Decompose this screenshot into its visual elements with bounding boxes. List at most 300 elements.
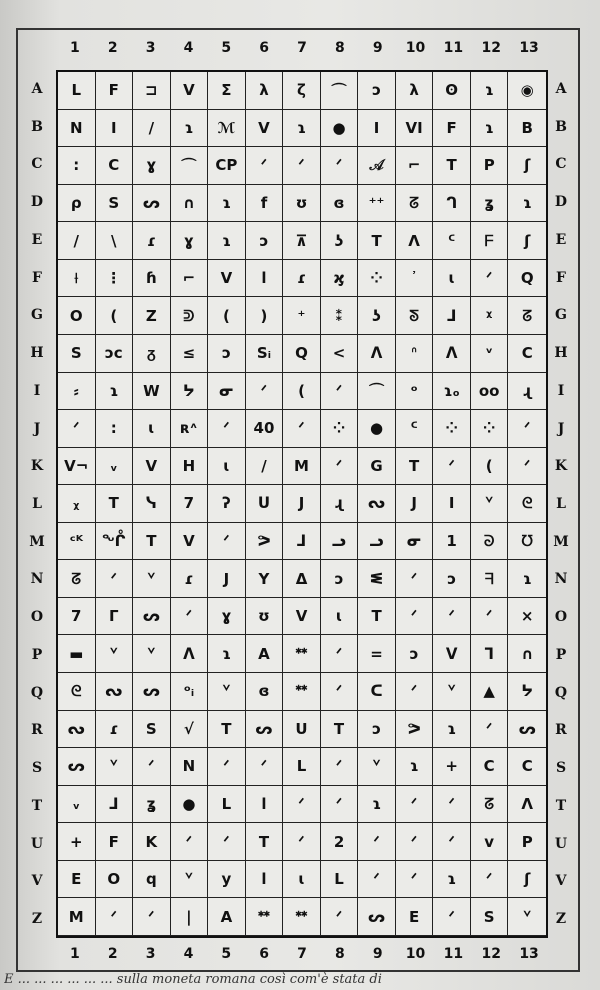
symbol-cell: ⌐ — [396, 147, 434, 185]
symbol-cell: J — [208, 560, 246, 598]
symbol-cell: ɿ — [208, 222, 246, 260]
symbol-cell: 1 — [433, 523, 471, 561]
symbol-cell: CP — [208, 147, 246, 185]
column-number: 1 — [70, 946, 80, 962]
symbol-cell: + — [58, 823, 96, 861]
row-letter: E — [555, 231, 567, 248]
symbol-cell: ᵒᵢ — [171, 673, 209, 711]
row-letter: V — [31, 873, 43, 890]
column-number: 2 — [107, 40, 118, 56]
symbol-cell: = — [358, 635, 396, 673]
symbol-cell: S — [471, 898, 509, 936]
column-number: 11 — [443, 946, 464, 962]
row-letter: T — [31, 797, 43, 814]
symbol-cell: ʀᶺ — [171, 410, 209, 448]
symbol-cell: L — [58, 72, 96, 110]
symbol-cell: ɔ — [208, 335, 246, 373]
symbol-cell: ᘁ — [358, 748, 396, 786]
symbol-cell: oo — [471, 373, 509, 411]
symbol-cell: V¬ — [58, 448, 96, 486]
symbol-cell: G — [358, 448, 396, 486]
row-letter: O — [30, 609, 44, 626]
symbol-cell: ᖴ — [471, 222, 509, 260]
symbol-cell: ᐟ — [396, 560, 434, 598]
symbol-cell: / — [58, 222, 96, 260]
symbol-cell: ɿ — [508, 560, 546, 598]
symbol-cell: ᘐ — [471, 523, 509, 561]
symbol-cell: ʃ — [508, 861, 546, 899]
symbol-cell: Y — [246, 560, 284, 598]
symbol-cell: ( — [471, 448, 509, 486]
symbol-cell: ᐟ — [396, 673, 434, 711]
symbol-cell: Q — [283, 335, 321, 373]
symbol-cell: ᐟ — [283, 786, 321, 824]
symbol-cell: ɔ — [358, 72, 396, 110]
symbol-cell: ʓ — [471, 185, 509, 223]
symbol-cell: ʔ — [208, 485, 246, 523]
symbol-cell: ᐟ — [283, 410, 321, 448]
symbol-cell: C — [508, 748, 546, 786]
symbol-cell: ᘁ — [96, 748, 134, 786]
symbol-cell: / — [133, 110, 171, 148]
row-letter: H — [30, 345, 44, 362]
symbol-cell: ⁑ — [321, 297, 359, 335]
symbol-cell: T — [321, 711, 359, 749]
row-letter: A — [555, 80, 567, 97]
symbol-cell: ᘁ — [508, 898, 546, 936]
symbol-cell: ᔕ — [358, 898, 396, 936]
symbol-cell: F — [96, 72, 134, 110]
symbol-cell: ᐟ — [471, 260, 509, 298]
symbol-cell: ɩ — [208, 448, 246, 486]
page-caption: E ... ... ... ... ... ... sulla moneta romana così com'è stata di — [4, 972, 382, 987]
symbol-cell: V — [171, 523, 209, 561]
symbol-cell: ᐱ — [171, 635, 209, 673]
symbol-cell: ɩ — [133, 410, 171, 448]
symbol-cell: : — [96, 410, 134, 448]
symbol-cell: H — [171, 448, 209, 486]
symbol-cell: ( — [96, 297, 134, 335]
symbol-cell: ⌒ — [171, 147, 209, 185]
symbol-cell: ᘁ — [433, 673, 471, 711]
row-letter: H — [554, 345, 568, 362]
symbol-cell: l — [246, 260, 284, 298]
row-letter: C — [555, 156, 567, 173]
symbol-cell: P — [471, 147, 509, 185]
symbol-cell: ᵒ — [396, 373, 434, 411]
symbol-cell: × — [508, 598, 546, 636]
symbol-cell: ᓗ — [321, 523, 359, 561]
symbol-cell: ᕗ — [396, 711, 434, 749]
symbol-cell: ᕯ — [283, 898, 321, 936]
symbol-cell: ɣ — [171, 222, 209, 260]
row-letter: L — [556, 495, 566, 512]
symbol-cell: ◉ — [508, 72, 546, 110]
symbol-cell: ɾ — [133, 222, 171, 260]
symbol-cell: 40 — [246, 410, 284, 448]
symbol-cell: ɿ — [283, 110, 321, 148]
symbol-cell: ᐟ — [321, 898, 359, 936]
row-letter: Q — [554, 684, 568, 701]
symbol-cell: ᐟ — [321, 748, 359, 786]
symbol-cell: L — [283, 748, 321, 786]
symbol-cell: ᐟ — [171, 823, 209, 861]
symbol-cell: ᔭ — [508, 673, 546, 711]
symbol-cell: ɣ — [208, 598, 246, 636]
symbol-cell: ᒣ — [471, 635, 509, 673]
symbol-cell: ᐟ — [396, 598, 434, 636]
symbol-cell: ᐟ — [133, 748, 171, 786]
symbol-cell: ᐟ — [321, 373, 359, 411]
column-number: 9 — [372, 40, 383, 56]
symbol-cell: ɔ — [246, 222, 284, 260]
row-letter: R — [555, 722, 567, 739]
symbol-cell: ● — [171, 786, 209, 824]
column-number: 8 — [334, 40, 345, 56]
symbol-cell: ɿ — [471, 110, 509, 148]
row-letter: J — [33, 420, 41, 437]
symbol-cell: ɔ — [321, 560, 359, 598]
row-letter: M — [553, 533, 569, 550]
symbol-cell: v — [471, 823, 509, 861]
symbol-cell: ᘁ — [208, 673, 246, 711]
symbol-cell: ᘓ — [508, 485, 546, 523]
symbol-cell: ᑦ — [433, 222, 471, 260]
symbol-cell: ⁘ — [358, 260, 396, 298]
symbol-cell: ᐟ — [246, 147, 284, 185]
symbol-cell: | — [171, 898, 209, 936]
symbol-cell: C — [508, 335, 546, 373]
symbol-cell: ᐟ — [358, 861, 396, 899]
symbol-cell: T — [396, 448, 434, 486]
symbol-cell: ↄc — [96, 335, 134, 373]
symbol-cell: ⸗ — [58, 373, 96, 411]
column-number: 5 — [221, 946, 232, 962]
symbol-cell: / — [246, 448, 284, 486]
symbol-cell: ɔ — [396, 635, 434, 673]
symbol-cell: ᵥ — [58, 786, 96, 824]
row-letter: K — [30, 458, 44, 475]
symbol-cell: ʊ — [246, 598, 284, 636]
symbol-cell: ɿ — [433, 711, 471, 749]
column-numbers-bottom — [56, 944, 548, 964]
symbol-cell: f — [246, 185, 284, 223]
symbol-cell: ᐟ — [208, 410, 246, 448]
symbol-cell: V — [283, 598, 321, 636]
row-letter: R — [31, 722, 43, 739]
symbol-cell: ⊐ — [133, 72, 171, 110]
symbol-cell: ᾽ — [396, 260, 434, 298]
symbol-cell: ᐟ — [283, 823, 321, 861]
symbol-cell: ɩ — [321, 598, 359, 636]
symbol-cell: ᘔ — [471, 786, 509, 824]
symbol-cell: S — [58, 335, 96, 373]
row-letter: D — [554, 194, 568, 211]
symbol-cell: ɣ — [133, 147, 171, 185]
symbol-cell: ∩ — [508, 635, 546, 673]
symbol-cell: l — [246, 861, 284, 899]
symbol-cell: ᐟ — [208, 823, 246, 861]
symbol-cell: ᵡ — [471, 297, 509, 335]
row-letter: F — [556, 269, 566, 286]
symbol-cell: 𝒜 — [358, 147, 396, 185]
symbol-cell: ▲ — [471, 673, 509, 711]
symbol-cell: ᐟ — [171, 598, 209, 636]
row-letter: U — [554, 835, 568, 852]
symbol-cell: T — [208, 711, 246, 749]
row-letter: B — [555, 118, 567, 135]
symbol-cell: ɻ — [321, 485, 359, 523]
symbol-cell: ᐱ — [358, 335, 396, 373]
row-letter: S — [31, 760, 43, 777]
symbol-cell: ɾ — [96, 711, 134, 749]
column-number: 6 — [259, 40, 270, 56]
symbol-cell: ᘁ — [96, 635, 134, 673]
symbol-cell: q — [133, 861, 171, 899]
symbol-cell: ᐱ — [433, 335, 471, 373]
symbol-cell: T — [246, 823, 284, 861]
row-letter: Z — [555, 911, 567, 928]
symbol-cell: F — [433, 110, 471, 148]
symbol-cell: < — [321, 335, 359, 373]
symbol-cell: ᓂ — [208, 373, 246, 411]
symbol-cell: ᵥ — [96, 448, 134, 486]
symbol-cell: ʓ — [133, 786, 171, 824]
symbol-cell: J — [396, 485, 434, 523]
symbol-cell: ɿ — [471, 72, 509, 110]
symbol-cell: V — [171, 72, 209, 110]
symbol-cell: ᐟ — [471, 598, 509, 636]
symbol-cell: A — [246, 635, 284, 673]
symbol-cell: ᐟ — [321, 786, 359, 824]
symbol-cell: ᔕ — [133, 598, 171, 636]
column-number: 3 — [145, 40, 156, 56]
symbol-cell: ᐟ — [358, 823, 396, 861]
column-number: 10 — [405, 40, 426, 56]
column-number: 4 — [183, 40, 194, 56]
symbol-cell: ● — [358, 410, 396, 448]
symbol-cell: T — [433, 147, 471, 185]
row-letter: G — [555, 307, 567, 324]
symbol-cell: ᐟ — [208, 748, 246, 786]
symbol-cell: ᐟ — [433, 448, 471, 486]
symbol-cell: ᐟ — [396, 823, 434, 861]
symbol-cell: ᐟ — [321, 673, 359, 711]
symbol-cell: ᔓ — [358, 485, 396, 523]
symbol-cell: C — [96, 147, 134, 185]
symbol-cell: ᕯ — [283, 673, 321, 711]
column-number: 3 — [145, 946, 156, 962]
symbol-cell: L — [321, 861, 359, 899]
symbol-cell: Γ — [96, 598, 134, 636]
symbol-cell: ᘮ — [508, 523, 546, 561]
symbol-cell: ▬ — [58, 635, 96, 673]
symbol-cell: \ — [96, 222, 134, 260]
column-numbers-top — [56, 38, 548, 58]
symbol-cell: Z — [133, 297, 171, 335]
symbol-cell: ⁘ — [321, 410, 359, 448]
symbol-cell: I — [358, 110, 396, 148]
column-number: 9 — [372, 946, 383, 962]
symbol-cell: ᕯ — [283, 635, 321, 673]
row-letter: F — [32, 269, 42, 286]
symbol-cell: ᘓ — [58, 673, 96, 711]
column-number: 10 — [405, 946, 426, 962]
symbol-cell: ᐢ — [396, 335, 434, 373]
symbol-cell: λ — [396, 72, 434, 110]
symbol-cell: ᐟ — [283, 147, 321, 185]
column-number: 12 — [481, 40, 501, 56]
symbol-cell: ʃ — [508, 147, 546, 185]
row-letter: K — [554, 458, 568, 475]
symbol-cell: ɿ — [396, 748, 434, 786]
row-letter: B — [31, 118, 43, 135]
column-number: 4 — [183, 946, 194, 962]
symbol-cell: ᕗ — [246, 523, 284, 561]
symbol-cell: ɩ — [283, 861, 321, 899]
row-letter: Z — [31, 911, 43, 928]
symbol-cell: ᐟ — [508, 448, 546, 486]
symbol-cell: ᐟ — [321, 147, 359, 185]
symbol-cell: ʖ — [358, 297, 396, 335]
symbol-cell: ᵛ — [471, 335, 509, 373]
symbol-grid — [56, 70, 548, 938]
symbol-cell: ɔ — [358, 711, 396, 749]
symbol-cell: ɔ — [433, 560, 471, 598]
column-number: 12 — [481, 946, 501, 962]
symbol-cell: ᘔ — [508, 297, 546, 335]
column-number: 7 — [297, 40, 307, 56]
row-letters-right — [546, 70, 576, 938]
row-letter: I — [557, 382, 565, 399]
symbol-cell: ρ — [58, 185, 96, 223]
symbol-cell: ɦ — [133, 260, 171, 298]
symbol-cell: ᒧ — [433, 297, 471, 335]
row-letter: E — [31, 231, 43, 248]
symbol-cell: ᕲ — [171, 297, 209, 335]
symbol-cell: ᘁ — [133, 635, 171, 673]
symbol-cell: ɿ — [171, 110, 209, 148]
symbol-cell: ᑕ — [358, 673, 396, 711]
symbol-cell: ʘ — [433, 72, 471, 110]
symbol-cell: ᐟ — [508, 410, 546, 448]
symbol-cell: C — [471, 748, 509, 786]
symbol-cell: ᐟ — [433, 598, 471, 636]
symbol-cell: V — [133, 448, 171, 486]
symbol-cell: O — [58, 297, 96, 335]
symbol-cell: ᘁ — [133, 560, 171, 598]
row-letter: S — [555, 760, 567, 777]
symbol-cell: ᘁ — [471, 485, 509, 523]
symbol-cell: ● — [321, 110, 359, 148]
row-letter: U — [30, 835, 44, 852]
symbol-cell: ʊ — [283, 185, 321, 223]
symbol-cell: ᐟ — [321, 635, 359, 673]
symbol-cell: ᶜᴷ — [58, 523, 96, 561]
symbol-cell: ᐟ — [246, 373, 284, 411]
symbol-cell: Δ — [283, 560, 321, 598]
row-letter: J — [557, 420, 565, 437]
row-letter: P — [555, 646, 567, 663]
symbol-cell: ᐟ — [471, 861, 509, 899]
symbol-cell: √ — [171, 711, 209, 749]
symbol-cell: W — [133, 373, 171, 411]
symbol-cell: ᓬ — [358, 560, 396, 598]
row-letter: Q — [30, 684, 44, 701]
symbol-cell: ɿ — [358, 786, 396, 824]
symbol-cell: ᔭ — [171, 373, 209, 411]
symbol-cell: ᓂ — [396, 523, 434, 561]
row-letter: C — [31, 156, 43, 173]
symbol-cell: ⊼ — [283, 222, 321, 260]
column-number: 5 — [221, 40, 232, 56]
row-letter: O — [554, 609, 568, 626]
symbol-cell: T — [358, 598, 396, 636]
symbol-cell: ᔓ — [58, 711, 96, 749]
row-letter: N — [30, 571, 44, 588]
column-number: 6 — [259, 946, 270, 962]
symbol-cell: T — [358, 222, 396, 260]
row-letter: T — [555, 797, 567, 814]
column-number: 8 — [334, 946, 345, 962]
symbol-cell: ɾ — [283, 260, 321, 298]
symbol-cell: Q — [508, 260, 546, 298]
symbol-cell: ᖎ — [96, 523, 134, 561]
symbol-cell: I — [433, 485, 471, 523]
symbol-cell: I — [96, 110, 134, 148]
symbol-cell: ɻ — [508, 373, 546, 411]
symbol-cell: ᘕ — [396, 297, 434, 335]
symbol-cell: Λ — [508, 786, 546, 824]
symbol-cell: ᐟ — [471, 711, 509, 749]
symbol-cell: ɾ — [171, 560, 209, 598]
symbol-cell: ᐯ — [433, 635, 471, 673]
symbol-cell: ɿ — [96, 373, 134, 411]
symbol-cell: E — [396, 898, 434, 936]
symbol-cell: ζ — [283, 72, 321, 110]
symbol-cell: B — [508, 110, 546, 148]
symbol-cell: F — [96, 823, 134, 861]
symbol-cell: ɿₒ — [433, 373, 471, 411]
symbol-cell: ᐟ — [96, 560, 134, 598]
symbol-cell: S — [96, 185, 134, 223]
symbol-cell: ᘔ — [58, 560, 96, 598]
symbol-cell: ʖ — [321, 222, 359, 260]
symbol-cell: ɿ — [508, 185, 546, 223]
symbol-cell: U — [283, 711, 321, 749]
symbol-cell: N — [58, 110, 96, 148]
symbol-cell: ᔕ — [133, 673, 171, 711]
symbol-cell: ᒉ — [433, 185, 471, 223]
symbol-cell: ᐟ — [433, 786, 471, 824]
row-letter: G — [31, 307, 43, 324]
symbol-cell: ᓗ — [358, 523, 396, 561]
symbol-cell: ʃ — [508, 222, 546, 260]
symbol-cell: Λ — [396, 222, 434, 260]
symbol-cell: ( — [208, 297, 246, 335]
symbol-cell: ᔓ — [96, 673, 134, 711]
column-number: 13 — [519, 946, 539, 962]
symbol-cell: ᓭ — [133, 485, 171, 523]
symbol-cell: ᔕ — [133, 185, 171, 223]
symbol-cell: ᐟ — [133, 898, 171, 936]
symbol-cell: ⁘ — [471, 410, 509, 448]
symbol-cell: ᐟ — [321, 448, 359, 486]
symbol-cell: ᒧ — [283, 523, 321, 561]
symbol-cell: ᘔ — [396, 185, 434, 223]
symbol-cell: ᔕ — [246, 711, 284, 749]
symbol-cell: 2 — [321, 823, 359, 861]
